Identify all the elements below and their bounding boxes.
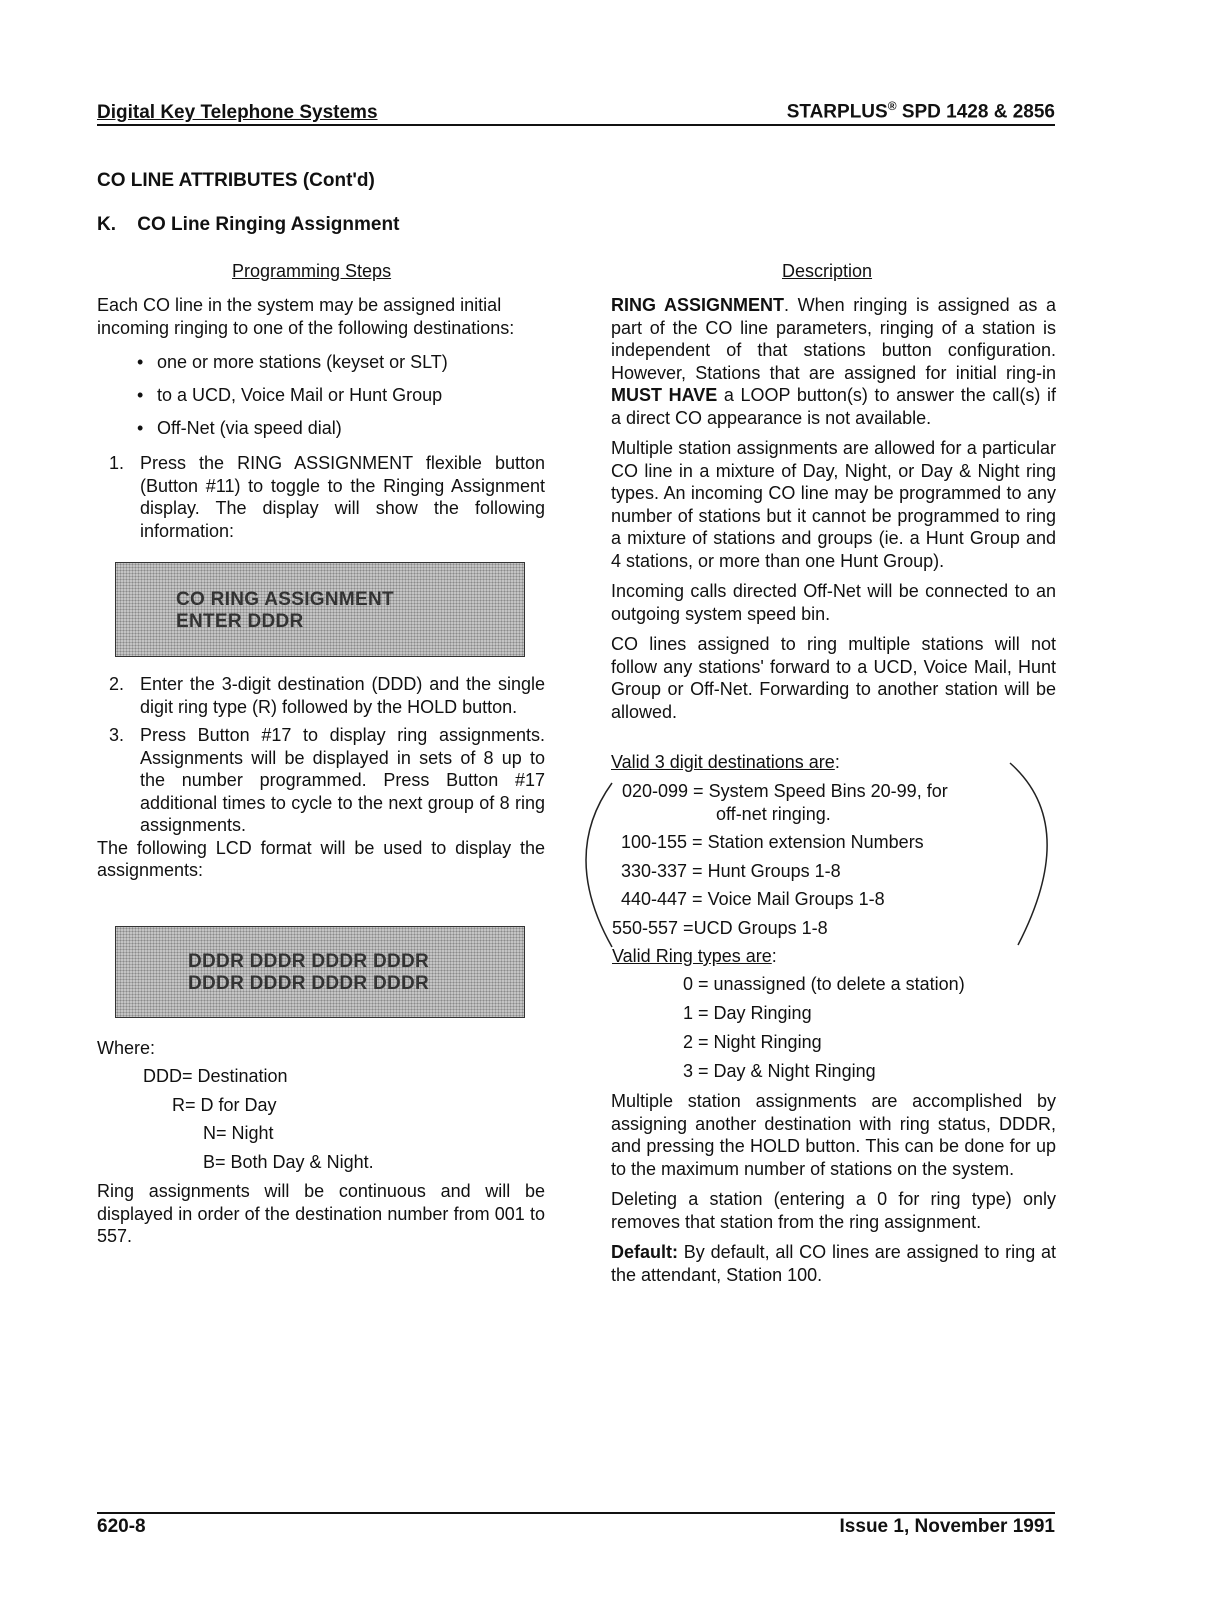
lcd-line: CO RING ASSIGNMENT [176, 589, 394, 610]
step-text: Enter the 3-digit destination (DDD) and the single digit ring type (R) followed by the HOLD button. [140, 674, 545, 717]
destination-row: 100-155 = Station extension Numbers [621, 832, 924, 852]
bullet-item: • to a UCD, Voice Mail or Hunt Group [133, 385, 553, 406]
deleting-paragraph: Deleting a station (entering a 0 for ring type) only removes that station from the ring assignment. [611, 1189, 1056, 1232]
must-have-label: MUST HAVE [611, 385, 718, 405]
closing-paragraph: Ring assignments will be continuous and will be displayed in order of the destination number from 001 to 557. [97, 1181, 545, 1246]
lcd-line: ENTER DDDR [176, 611, 304, 632]
closing-text [97, 1180, 545, 1256]
lcd-format-text: The following LCD format will be used to display the assignments: [97, 837, 545, 880]
subsection-letter: K. [97, 214, 116, 235]
lcd-line: DDDR DDDR DDDR DDDR [188, 973, 430, 994]
destination-row: 550-557 =UCD Groups 1-8 [612, 918, 828, 938]
intro-text: Each CO line in the system may be assigned initial incoming ringing to one of the following destinations: [97, 295, 515, 338]
step-1-block [97, 452, 545, 548]
ring-type-row: 1 = Day Ringing [683, 1003, 812, 1023]
forwarding-paragraph: CO lines assigned to ring multiple stations will not follow any stations' forward to a UCD, Voice Mail, Hunt Group or Off-Net. Forwarding to another station will be allowed. [611, 634, 1056, 722]
destination-row: 020-099 = System Speed Bins 20-99, for [622, 781, 948, 801]
bullet-item: • one or more stations (keyset or SLT) [133, 352, 553, 373]
paragraph-text: a LOOP button(s) to answer the call(s) if a direct CO appearance is not available. [611, 385, 1057, 428]
registered-mark: ® [887, 99, 897, 113]
description-heading: Description [782, 261, 873, 281]
subsection-text: CO Line Ringing Assignment [137, 214, 400, 235]
footer-page-number: 620-8 [97, 1516, 146, 1537]
footer-issue: Issue 1, November 1991 [839, 1516, 1055, 1537]
step-1 [97, 452, 545, 542]
colon: : [834, 752, 840, 772]
step-2 [97, 673, 545, 718]
right-brace [1010, 763, 1047, 945]
where-item: DDD= Destination [143, 1066, 288, 1086]
default-text: By default, all CO lines are assigned to ring at the attendant, Station 100. [611, 1242, 1056, 1285]
valid-destinations-text: Valid 3 digit destinations are [611, 752, 835, 772]
destination-row: off-net ringing. [716, 804, 831, 824]
lcd-line: DDDR DDDR DDDR DDDR [188, 951, 430, 972]
step-text: Press the RING ASSIGNMENT flexible button (Button #11) to toggle to the Ringing Assignment display. The display will show the following information: [140, 453, 545, 541]
left-brace [586, 783, 612, 947]
brand-name: STARPLUS [786, 101, 888, 123]
footer-rule [97, 1512, 1055, 1514]
header-right [787, 99, 1055, 123]
header-left [97, 102, 378, 124]
step-number: 1. [109, 453, 125, 473]
ring-assignment-label: RING ASSIGNMENT [611, 295, 784, 315]
colon: : [771, 946, 777, 966]
paragraph-text: . When ringing is assigned as a part of the CO line parameters, ringing of a station is independent of that stations button configuration. However, Stations that are assigned for initial ring-in [611, 295, 1056, 383]
default-label: Default: [611, 1242, 678, 1262]
where-item: R= D for Day [172, 1095, 277, 1115]
step-number: 2. [109, 674, 125, 694]
multiple-assignments-paragraph: Multiple station assignments are allowed for a particular CO line in a mixture of Day, Night, or Day & Night ring types. An incoming CO line may be programmed to any number of stations but it cannot be programmed to ring a mixture of stations and groups (ie. a Hunt Group and 4 stations, or more than one Hunt Group). [611, 438, 1056, 571]
right-column-upper [611, 294, 1056, 731]
valid-ring-types-text: Valid Ring types are [612, 946, 772, 966]
right-column-lower [611, 1090, 1056, 1294]
where-label: Where: [97, 1038, 156, 1058]
default-paragraph [611, 1241, 1056, 1286]
header-title: Digital Key Telephone Systems [97, 102, 378, 123]
steps-2-3-block [97, 673, 545, 890]
where-item: N= Night [203, 1123, 274, 1143]
multiple-station-paragraph: Multiple station assignments are accomplished by assigning another destination with ring status, DDDR, and pressing the HOLD button. This can be done for up to the maximum number of stations on the system. [611, 1091, 1056, 1179]
subsection-title [97, 214, 399, 236]
ring-type-row: 3 = Day & Night Ringing [683, 1061, 876, 1081]
section-title: CO LINE ATTRIBUTES (Cont'd) [97, 170, 375, 191]
header-rule [97, 124, 1055, 126]
lcd-display-1 [115, 562, 525, 657]
bullet-item: • Off-Net (via speed dial) [133, 418, 553, 439]
step-text: Press Button #17 to display ring assignments. Assignments will be displayed in sets of 8 up to the number programmed. Press Button #17 additional times to cycle to the next group of 8 ring assignments. [140, 725, 545, 835]
programming-steps-heading: Programming Steps [232, 261, 392, 281]
ring-type-row: 0 = unassigned (to delete a station) [683, 974, 965, 994]
destination-bullets [133, 352, 553, 451]
destination-row: 440-447 = Voice Mail Groups 1-8 [621, 889, 885, 909]
destination-row: 330-337 = Hunt Groups 1-8 [621, 861, 841, 881]
off-net-paragraph: Incoming calls directed Off-Net will be connected to an outgoing system speed bin. [611, 581, 1056, 624]
ring-type-row: 2 = Night Ringing [683, 1032, 822, 1052]
lcd-display-2 [115, 926, 525, 1018]
valid-ring-types-label [612, 946, 777, 967]
step-number: 3. [109, 725, 125, 745]
left-column-upper [97, 294, 545, 347]
step-3 [97, 724, 545, 837]
model-name: SPD 1428 & 2856 [896, 101, 1055, 123]
where-item: B= Both Day & Night. [203, 1152, 374, 1172]
ring-assignment-paragraph [611, 294, 1056, 429]
